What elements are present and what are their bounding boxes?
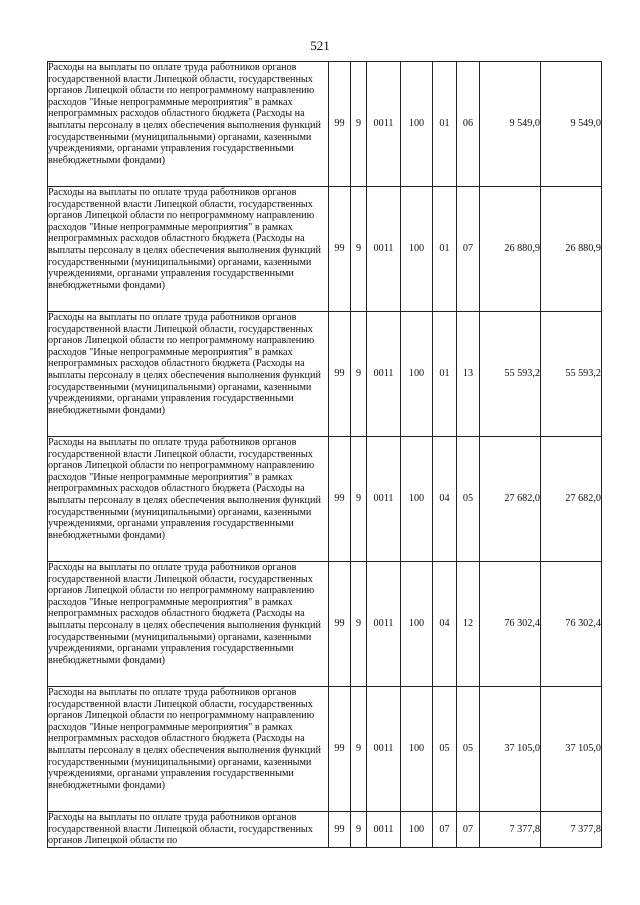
- row-description: Расходы на выплаты по оплате труда работников органов государственной власти Липецкой области, государственных органов Липецкой области по непрограммному направлению расходов "Иные непрограммные мероприятия" в рамках непрограммных расходов областного бюджета (Расходы на выплаты персоналу в целях обеспечения выполнения функций государственными (муниципальными) органами, казенными учреждениями, органами управления государственными внебюджетными фондами): [48, 312, 329, 437]
- amount-2: 27 682,0: [541, 437, 602, 562]
- direction-code: 0011: [367, 437, 401, 562]
- expense-type-code: 100: [401, 62, 433, 187]
- program-code: 99: [329, 312, 351, 437]
- amount-1: 26 880,9: [480, 187, 541, 312]
- program-code: 99: [329, 687, 351, 812]
- expense-type-code: 100: [401, 437, 433, 562]
- table-row: [48, 812, 602, 848]
- direction-code: 0011: [367, 812, 401, 848]
- row-description-cell: [48, 812, 329, 848]
- program-code: 99: [329, 562, 351, 687]
- amount-2: 37 105,0: [541, 687, 602, 812]
- amount-1: 27 682,0: [480, 437, 541, 562]
- row-description: Расходы на выплаты по оплате труда работников органов государственной власти Липецкой области, государственных органов Липецкой области по: [48, 812, 313, 847]
- expense-type-code: 100: [401, 687, 433, 812]
- amount-1: 55 593,2: [480, 312, 541, 437]
- direction-code: 0011: [367, 562, 401, 687]
- section-code: 01: [433, 62, 457, 187]
- amount-1: 37 105,0: [480, 687, 541, 812]
- program-code: 99: [329, 437, 351, 562]
- subprogram-code: 9: [351, 687, 367, 812]
- row-description: Расходы на выплаты по оплате труда работников органов государственной власти Липецкой области, государственных органов Липецкой области по непрограммному направлению расходов "Иные непрограммные мероприятия" в рамках непрограммных расходов областного бюджета (Расходы на выплаты персоналу в целях обеспечения выполнения функций государственными (муниципальными) органами, казенными учреждениями, органами управления государственными внебюджетными фондами): [48, 187, 329, 312]
- direction-code: 0011: [367, 687, 401, 812]
- program-code: 99: [329, 62, 351, 187]
- table-row: [48, 187, 602, 312]
- page-number: 521: [310, 38, 330, 53]
- row-description: Расходы на выплаты по оплате труда работников органов государственной власти Липецкой области, государственных органов Липецкой области по непрограммному направлению расходов "Иные непрограммные мероприятия" в рамках непрограммных расходов областного бюджета (Расходы на выплаты персоналу в целях обеспечения выполнения функций государственными (муниципальными) органами, казенными учреждениями, органами управления государственными внебюджетными фондами): [48, 62, 329, 187]
- section-code: 01: [433, 312, 457, 437]
- subprogram-code: 9: [351, 312, 367, 437]
- subprogram-code: 9: [351, 187, 367, 312]
- direction-code: 0011: [367, 62, 401, 187]
- subprogram-code: 9: [351, 437, 367, 562]
- amount-2: 76 302,4: [541, 562, 602, 687]
- amount-1: 76 302,4: [480, 562, 541, 687]
- table-row: [48, 562, 602, 687]
- subsection-code: 06: [457, 62, 480, 187]
- expense-type-code: 100: [401, 562, 433, 687]
- table-row: [48, 62, 602, 187]
- subsection-code: 05: [457, 437, 480, 562]
- table-row: [48, 687, 602, 812]
- subsection-code: 07: [457, 187, 480, 312]
- direction-code: 0011: [367, 187, 401, 312]
- row-description: Расходы на выплаты по оплате труда работников органов государственной власти Липецкой области, государственных органов Липецкой области по непрограммному направлению расходов "Иные непрограммные мероприятия" в рамках непрограммных расходов областного бюджета (Расходы на выплаты персоналу в целях обеспечения выполнения функций государственными (муниципальными) органами, казенными учреждениями, органами управления государственными внебюджетными фондами): [48, 437, 329, 562]
- table-row: [48, 437, 602, 562]
- subprogram-code: 9: [351, 562, 367, 687]
- table-row: [48, 312, 602, 437]
- budget-table: [47, 61, 602, 848]
- subsection-code: 07: [457, 812, 480, 848]
- row-description: Расходы на выплаты по оплате труда работников органов государственной власти Липецкой области, государственных органов Липецкой области по непрограммному направлению расходов "Иные непрограммные мероприятия" в рамках непрограммных расходов областного бюджета (Расходы на выплаты персоналу в целях обеспечения выполнения функций государственными (муниципальными) органами, казенными учреждениями, органами управления государственными внебюджетными фондами): [48, 562, 329, 687]
- row-description: Расходы на выплаты по оплате труда работников органов государственной власти Липецкой области, государственных органов Липецкой области по непрограммному направлению расходов "Иные непрограммные мероприятия" в рамках непрограммных расходов областного бюджета (Расходы на выплаты персоналу в целях обеспечения выполнения функций государственными (муниципальными) органами, казенными учреждениями, органами управления государственными внебюджетными фондами): [48, 687, 329, 812]
- expense-type-code: 100: [401, 812, 433, 848]
- subprogram-code: 9: [351, 812, 367, 848]
- direction-code: 0011: [367, 312, 401, 437]
- section-code: 05: [433, 687, 457, 812]
- section-code: 07: [433, 812, 457, 848]
- amount-2: 26 880,9: [541, 187, 602, 312]
- subsection-code: 12: [457, 562, 480, 687]
- amount-1: 9 549,0: [480, 62, 541, 187]
- section-code: 04: [433, 562, 457, 687]
- expense-type-code: 100: [401, 312, 433, 437]
- program-code: 99: [329, 187, 351, 312]
- subprogram-code: 9: [351, 62, 367, 187]
- amount-2: 9 549,0: [541, 62, 602, 187]
- amount-2: 55 593,2: [541, 312, 602, 437]
- expense-type-code: 100: [401, 187, 433, 312]
- section-code: 04: [433, 437, 457, 562]
- subsection-code: 05: [457, 687, 480, 812]
- amount-1: 7 377,8: [480, 812, 541, 848]
- section-code: 01: [433, 187, 457, 312]
- amount-2: 7 377,8: [541, 812, 602, 848]
- program-code: 99: [329, 812, 351, 848]
- subsection-code: 13: [457, 312, 480, 437]
